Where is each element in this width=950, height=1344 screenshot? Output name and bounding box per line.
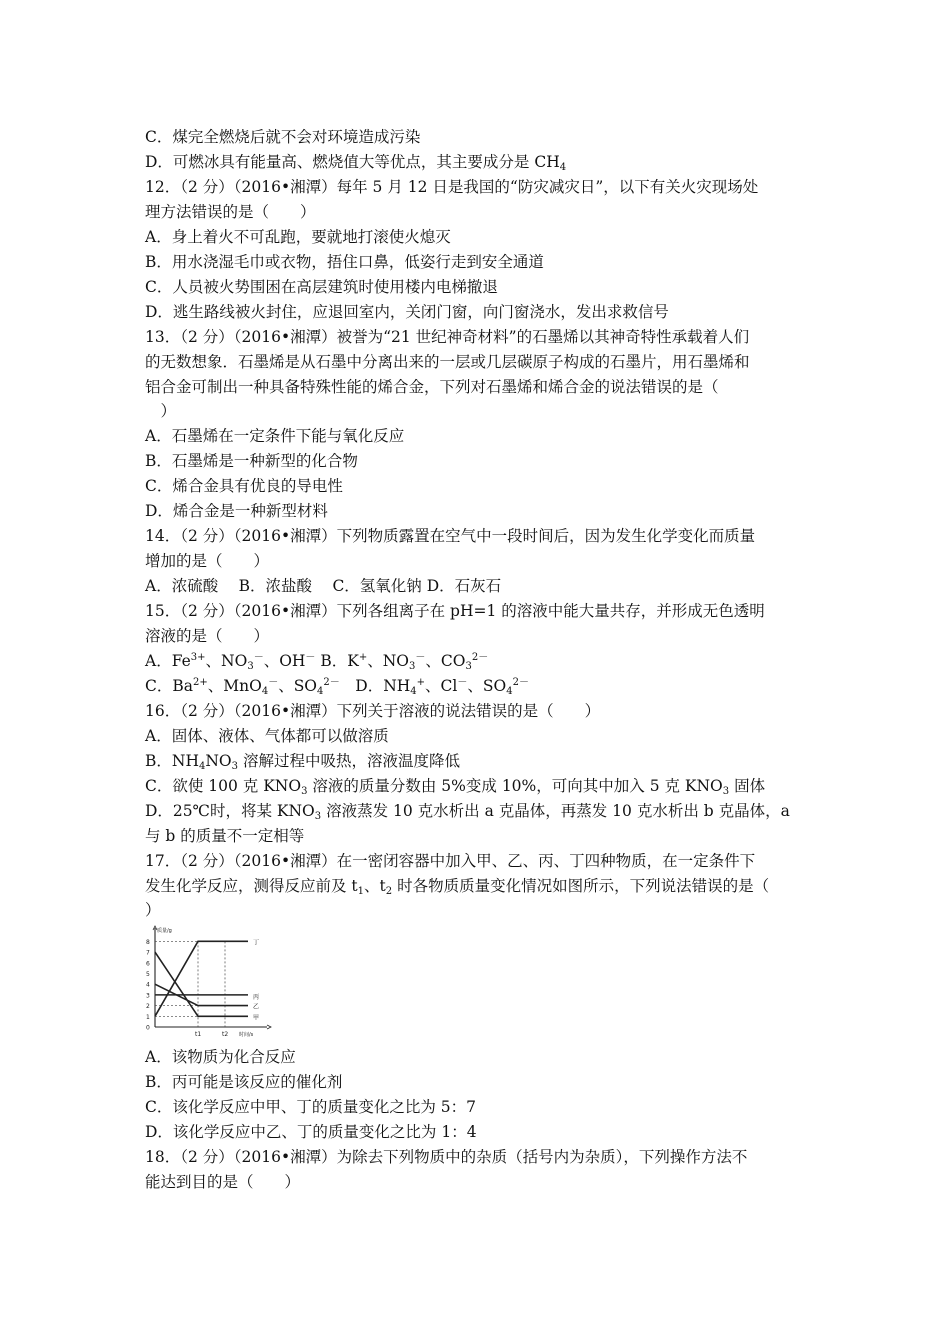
x-axis-label: 时间/s bbox=[239, 1032, 254, 1038]
text-line: C．该化学反应中甲、丁的质量变化之比为 5：7 bbox=[145, 1098, 477, 1116]
text-line: B．丙可能是该反应的催化剂 bbox=[145, 1073, 343, 1091]
text-line: 发生化学反应，测得反应前及 $t_1$、$t_2$ 时各物质质量变化情况如图所示，下列说法错误的是（ bbox=[145, 877, 770, 897]
text-line: 12．（2 分）（2016•湘潭）每年 5 月 12 日是我国的“防灾减灾日”，以下有关火灾现场处 bbox=[145, 178, 759, 196]
text-line: C．人员被火势围困在高层建筑时使用楼内电梯撤退 bbox=[145, 278, 498, 296]
text-line: 16．（2 分）（2016•湘潭）下列关于溶液的说法错误的是（ ） bbox=[145, 702, 601, 720]
text-line: 15．（2 分）（2016•湘潭）下列各组离子在 pH=1 的溶液中能大量共存，并形成无色透明 bbox=[145, 602, 765, 620]
text-line: 13．（2 分）（2016•湘潭）被誉为“21 世纪神奇材料”的石墨烯以其神奇特性承载着人们 bbox=[145, 328, 750, 346]
text-line: C．欲使 100 克 $KNO_3$ 溶液的质量分数由 5%变成 10%，可向其中加入 5 克 $KNO_3$ 固体 bbox=[145, 777, 766, 797]
y-tick-label: 2 bbox=[146, 1003, 150, 1011]
text-line: C．煤完全燃烧后就不会对环境造成污染 bbox=[145, 128, 421, 146]
text-line: 增加的是（ ） bbox=[145, 552, 270, 570]
x-tick-label: t1 bbox=[195, 1031, 202, 1038]
text-line: 18．（2 分）（2016•湘潭）为除去下列物质中的杂质（括号内为杂质），下列操作方法不 bbox=[145, 1148, 748, 1166]
text-line: D．25℃时，将某 $KNO_3$ 溶液蒸发 10 克水析出 a 克晶体，再蒸发 10 克水析出 b 克晶体，a bbox=[145, 802, 790, 822]
text-line: 理方法错误的是（ ） bbox=[145, 203, 316, 221]
text-line: A．石墨烯在一定条件下能与氧化反应 bbox=[145, 427, 405, 445]
text-line: 能达到目的是（ ） bbox=[145, 1173, 301, 1191]
text-line: B．石墨烯是一种新型的化合物 bbox=[145, 452, 358, 470]
series-label: 乙 bbox=[253, 1003, 260, 1011]
text-line: ） bbox=[145, 901, 161, 919]
text-line: A．固体、液体、气体都可以做溶质 bbox=[145, 727, 389, 745]
y-tick-label: 7 bbox=[146, 949, 150, 957]
text-line: A．浓硫酸 B．浓盐酸 C．氢氧化钠 D．石灰石 bbox=[145, 577, 502, 595]
y-tick-label: 4 bbox=[146, 981, 150, 989]
text-line: B．$NH_4NO_3$ 溶解过程中吸热，溶液温度降低 bbox=[145, 752, 460, 772]
y-tick-label: 5 bbox=[146, 970, 150, 978]
y-tick-label: 6 bbox=[146, 960, 150, 968]
text-line: 与 b 的质量不一定相等 bbox=[145, 827, 305, 845]
text-line: D．该化学反应中乙、丁的质量变化之比为 1：4 bbox=[145, 1123, 477, 1141]
text-line: A．该物质为化合反应 bbox=[145, 1048, 296, 1066]
y-axis-label: 质量/g bbox=[157, 928, 172, 934]
y-tick-label: 1 bbox=[146, 1013, 150, 1021]
text-line: A．$Fe^{3+}$、$NO_3^-$、OH－ B．K+、$NO_3^-$、$CO_3^{2-}$ bbox=[145, 652, 489, 672]
y-tick-label: 0 bbox=[146, 1024, 150, 1032]
series-label: 丙 bbox=[253, 993, 260, 1001]
text-line: ） bbox=[145, 402, 177, 420]
y-tick-label: 8 bbox=[146, 938, 150, 946]
text-line: B．用水浇湿毛巾或衣物，捂住口鼻，低姿行走到安全通道 bbox=[145, 253, 544, 271]
text-line: A．身上着火不可乱跑，要就地打滚使火熄灭 bbox=[145, 228, 451, 246]
text-line: D．烯合金是一种新型材料 bbox=[145, 502, 328, 520]
text-line: C．烯合金具有优良的导电性 bbox=[145, 477, 343, 495]
series-line bbox=[155, 952, 248, 1016]
text-line: D．逃生路线被火封住，应退回室内，关闭门窗，向门窗浇水，发出求救信号 bbox=[145, 303, 669, 321]
text-line: 溶液的是（ ） bbox=[145, 627, 270, 645]
text-line: C．$Ba^{2+}$、MnO$_4$－、$SO_4^{2-}$ D．$NH_4^+$、Cl－、$SO_4^{2-}$ bbox=[145, 677, 529, 697]
text-line: 的无数想象．石墨烯是从石墨中分离出来的一层或几层碳原子构成的石墨片，用石墨烯和 bbox=[145, 353, 750, 371]
x-tick-label: t2 bbox=[222, 1031, 229, 1038]
x-axis-arrow bbox=[267, 1025, 271, 1029]
text-line: 铝合金可制出一种具备特殊性能的烯合金，下列对石墨烯和烯合金的说法错误的是（ bbox=[145, 378, 719, 396]
text-line: 14．（2 分）（2016•湘潭）下列物质露置在空气中一段时间后，因为发生化学变化而质量 bbox=[145, 527, 756, 545]
series-label: 甲 bbox=[253, 1014, 260, 1022]
text-line: D．可燃冰具有能量高、燃烧值大等优点，其主要成分是 $CH_4$ bbox=[145, 153, 567, 173]
series-label: 丁 bbox=[253, 939, 260, 947]
mass-time-chart bbox=[143, 924, 275, 1040]
y-tick-label: 3 bbox=[146, 992, 150, 1000]
text-line: 17．（2 分）（2016•湘潭）在一密闭容器中加入甲、乙、丙、丁四种物质，在一定条件下 bbox=[145, 852, 756, 870]
